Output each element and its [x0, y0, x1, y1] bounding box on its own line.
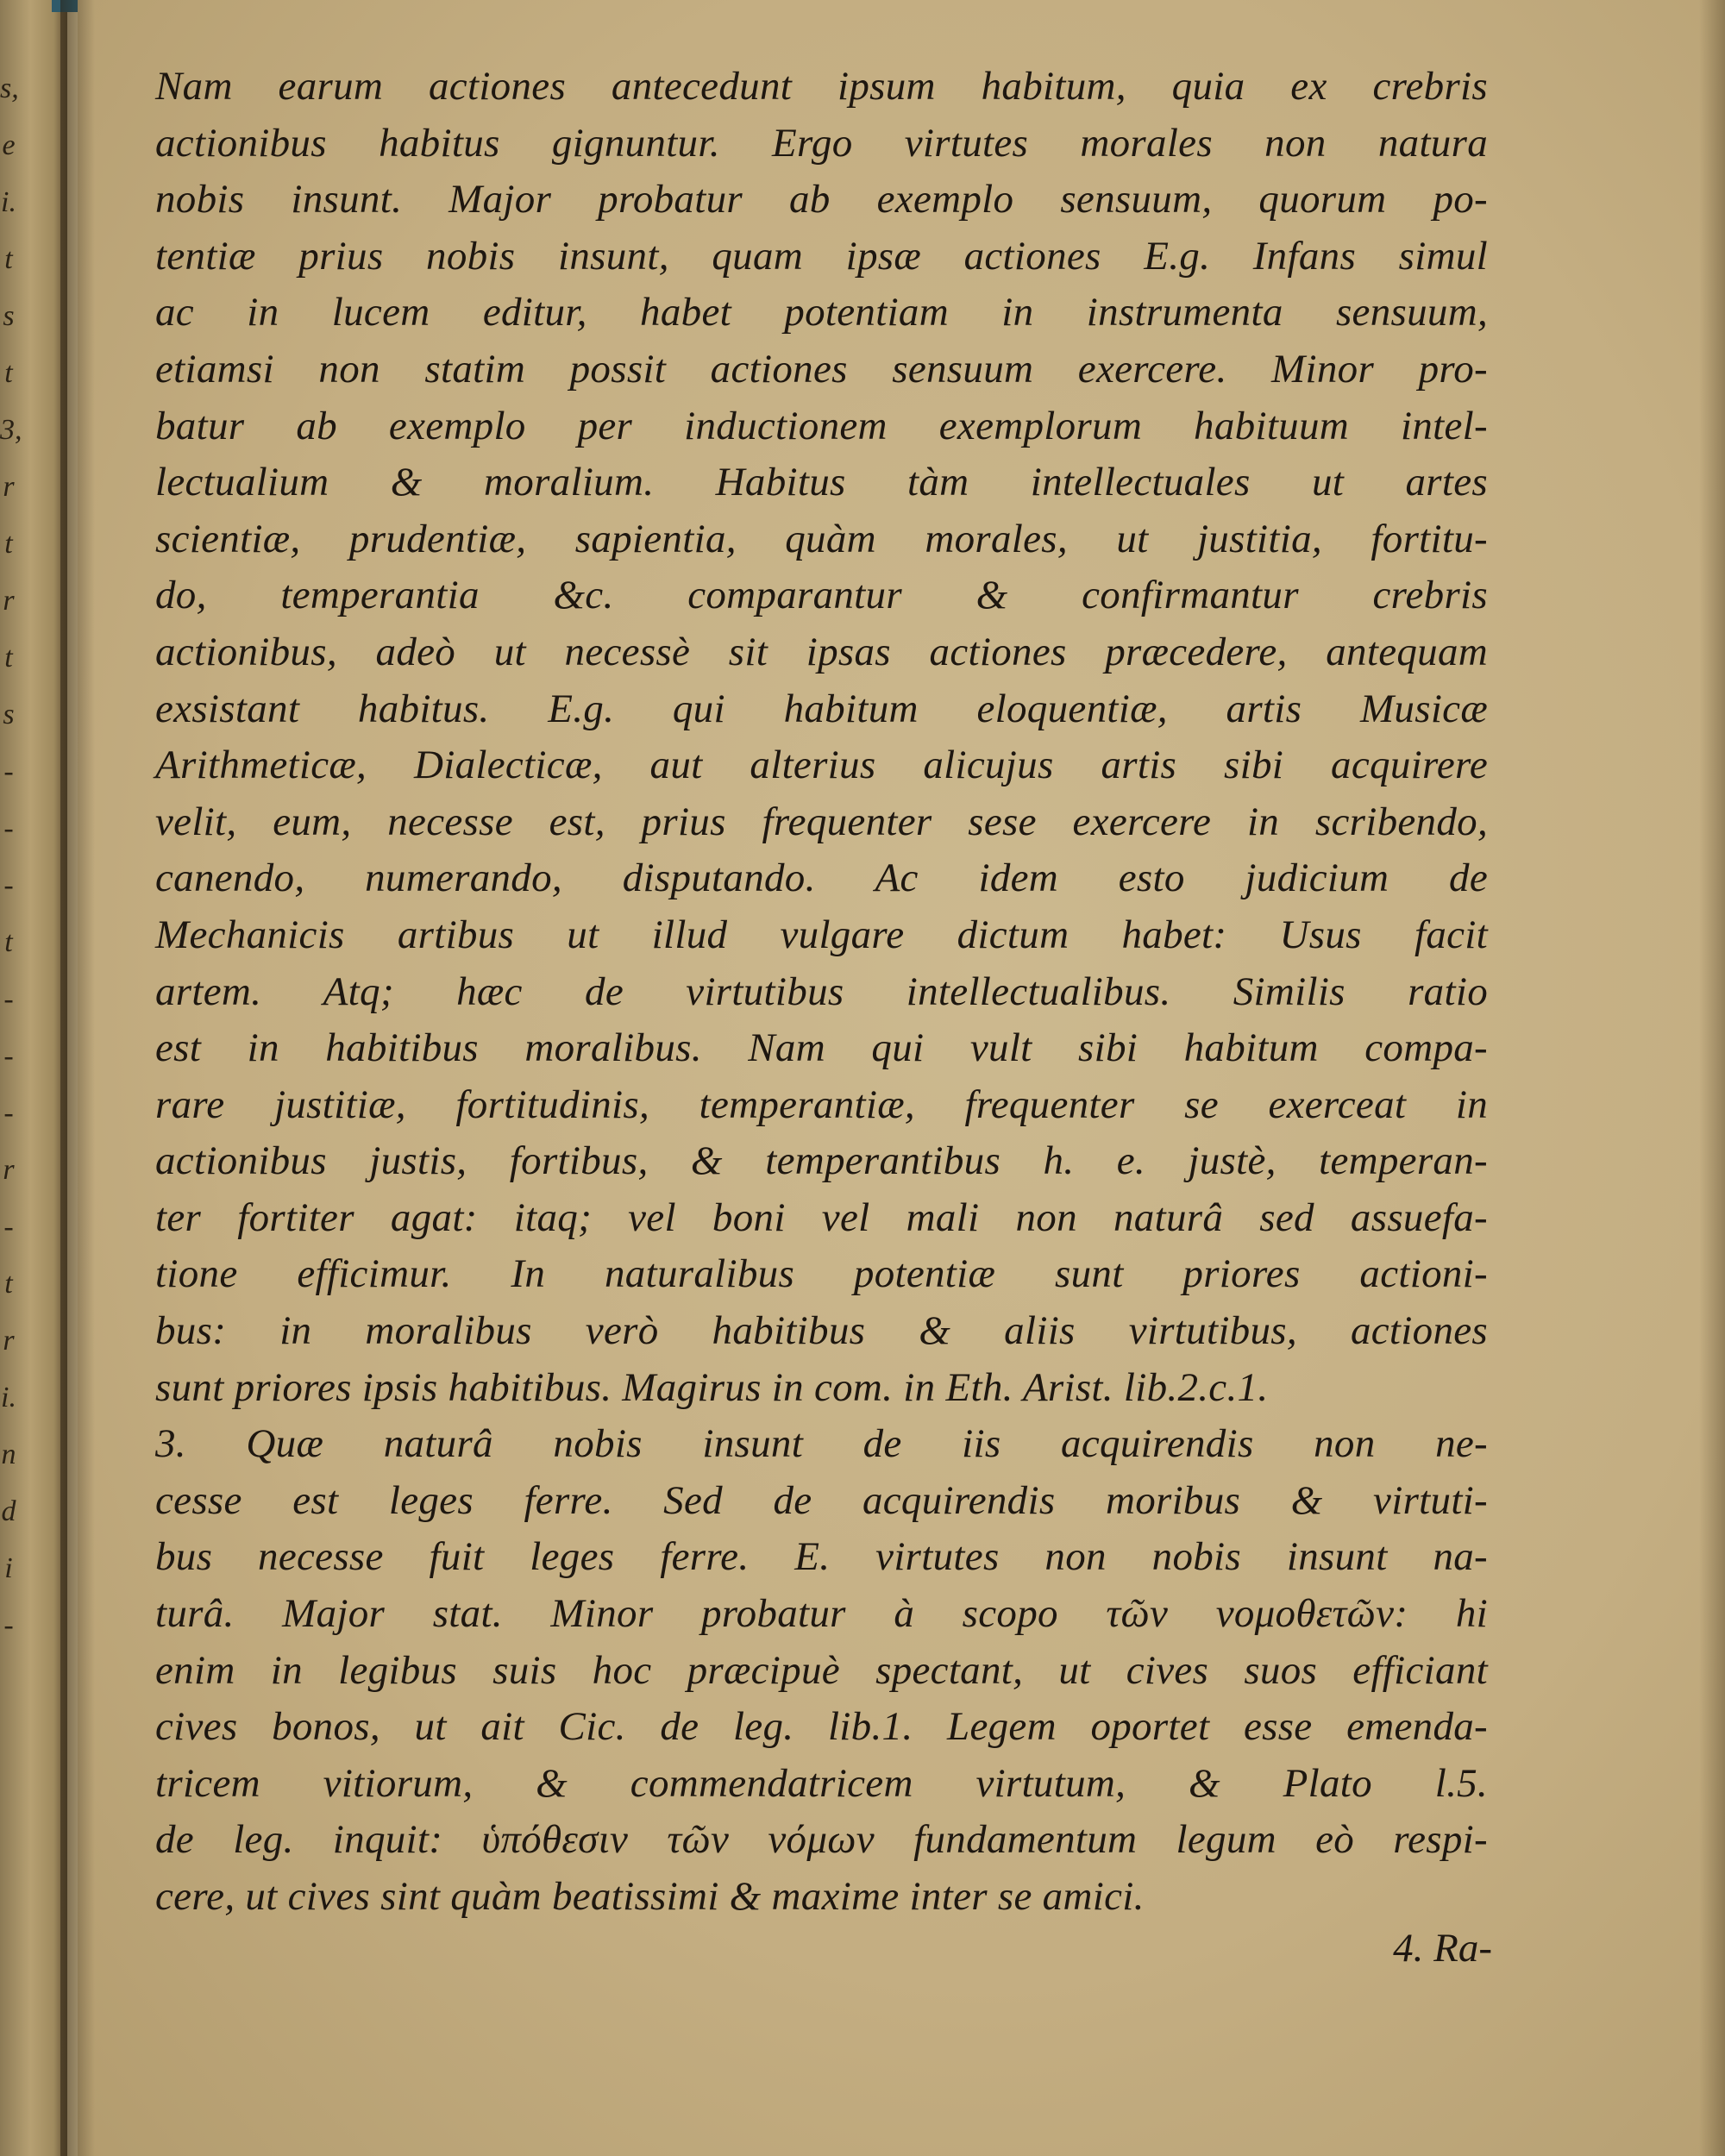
text-line: Arithmeticæ, Dialecticæ, aut alterius alicujus artis sibi acquirere — [155, 743, 1488, 788]
margin-letter: s — [3, 300, 15, 332]
margin-letter: d — [1, 1495, 16, 1527]
text-line: actionibus justis, fortibus, & temperantibus h. e. justè, temperan- — [155, 1138, 1488, 1184]
margin-letter: s — [3, 699, 15, 730]
margin-letter: r — [3, 1154, 15, 1186]
text-line: Nam earum actiones antecedunt ipsum habitum, quia ex crebris — [155, 64, 1488, 109]
text-line: tricem vitiorum, & commendatricem virtutum, & Plato l.5. — [155, 1760, 1488, 1806]
text-line: cere, ut cives sint quàm beatissimi & maxime inter se amici. — [155, 1874, 1145, 1919]
text-line: canendo, numerando, disputando. Ac idem esto judicium de — [155, 856, 1488, 901]
text-line: batur ab exemplo per inductionem exemplorum habituum intel- — [155, 403, 1488, 448]
text-line: nobis insunt. Major probatur ab exemplo sensuum, quorum po- — [155, 177, 1488, 222]
margin-letter: n — [1, 1438, 16, 1470]
text-line: tione efficimur. In naturalibus potentiæ sunt priores actioni- — [155, 1251, 1488, 1297]
margin-letter: r — [3, 1325, 15, 1357]
page-edge-shadow — [1699, 0, 1725, 2156]
margin-letter: t — [4, 528, 13, 560]
margin-letter: - — [3, 1211, 14, 1243]
text-line: cesse est leges ferre. Sed de acquirendis moribus & virtuti- — [155, 1477, 1488, 1523]
margin-letter: r — [3, 585, 15, 617]
margin-letter: s, — [0, 72, 19, 104]
text-line: velit, eum, necesse est, prius frequenter sese exercere in scribendo, — [155, 799, 1488, 844]
margin-letter: - — [3, 755, 14, 787]
text-line: est in habitibus moralibus. Nam qui vult sibi habitum compa- — [155, 1025, 1488, 1071]
text-line: de leg. inquit: ὑπόθεσιν τῶν νόμων fundamentum legum eò respi- — [155, 1817, 1488, 1863]
text-line: enim in legibus suis hoc præcipuè spectant, ut cives suos efficiant — [155, 1647, 1488, 1693]
text-line: actionibus habitus gignuntur. Ergo virtutes morales non natura — [155, 120, 1488, 166]
text-line: turâ. Major stat. Minor probatur à scopo τῶν νομοθετῶν: hi — [155, 1591, 1488, 1637]
margin-letter: - — [3, 812, 14, 844]
text-line: lectualium & moralium. Habitus tàm intellectuales ut artes — [155, 460, 1488, 505]
facing-page-margin-letters — [0, 60, 22, 1654]
margin-letter: t — [4, 243, 13, 275]
text-line: ac in lucem editur, habet potentiam in instrumenta sensuum, — [155, 290, 1488, 335]
text-line: rare justitiæ, fortitudinis, temperantiæ, frequenter se exerceat in — [155, 1081, 1488, 1127]
margin-letter: - — [3, 983, 14, 1015]
text-line: Mechanicis artibus ut illud vulgare dictum habet: Usus facit — [155, 912, 1488, 957]
margin-letter: t — [4, 926, 13, 958]
catchword: 4. Ra- — [1393, 1926, 1492, 1971]
text-line: exsistant habitus. E.g. qui habitum eloquentiæ, artis Musicæ — [155, 686, 1488, 731]
text-line: tentiæ prius nobis insunt, quam ipsæ actiones E.g. Infans simul — [155, 233, 1488, 279]
margin-letter: - — [3, 1097, 14, 1129]
margin-letter: t — [4, 642, 13, 674]
margin-letter: - — [3, 1040, 14, 1072]
text-line: actionibus, adeò ut necessè sit ipsas actiones præcedere, antequam — [155, 629, 1488, 674]
margin-letter: i. — [1, 1382, 16, 1413]
text-line: artem. Atq; hæc de virtutibus intellectualibus. Similis ratio — [155, 968, 1488, 1014]
margin-letter: r — [3, 471, 15, 503]
text-line: scientiæ, prudentiæ, sapientia, quàm morales, ut justitia, fortitu- — [155, 516, 1488, 561]
margin-letter: - — [3, 869, 14, 901]
text-line: cives bonos, ut ait Cic. de leg. lib.1. Legem oportet esse emenda- — [155, 1704, 1488, 1750]
text-line: bus: in moralibus verò habitibus & aliis virtutibus, actiones — [155, 1308, 1488, 1354]
text-line: 3. Quæ naturâ nobis insunt de iis acquirendis non ne- — [155, 1421, 1488, 1467]
margin-letter: t — [4, 357, 13, 389]
margin-letter: e — [2, 129, 16, 161]
text-line: sunt priores ipsis habitibus. Magirus in com. in Eth. Arist. lib.2.c.1. — [155, 1364, 1269, 1410]
text-line: bus necesse fuit leges ferre. E. virtutes non nobis insunt na- — [155, 1534, 1488, 1580]
margin-letter: i — [4, 1552, 13, 1584]
margin-letter: - — [3, 1609, 14, 1641]
gutter-shadow — [60, 0, 95, 2156]
page-body-text — [155, 59, 1488, 1926]
margin-letter: 3, — [0, 414, 22, 446]
facing-page-edge — [0, 0, 67, 2156]
margin-letter: i. — [1, 186, 16, 218]
margin-letter: t — [4, 1268, 13, 1300]
text-line: etiamsi non statim possit actiones sensuum exercere. Minor pro- — [155, 346, 1488, 392]
text-line: do, temperantia &c. comparantur & confirmantur crebris — [155, 573, 1488, 618]
text-line: ter fortiter agat: itaq; vel boni vel mali non naturâ sed assuefa- — [155, 1194, 1488, 1240]
